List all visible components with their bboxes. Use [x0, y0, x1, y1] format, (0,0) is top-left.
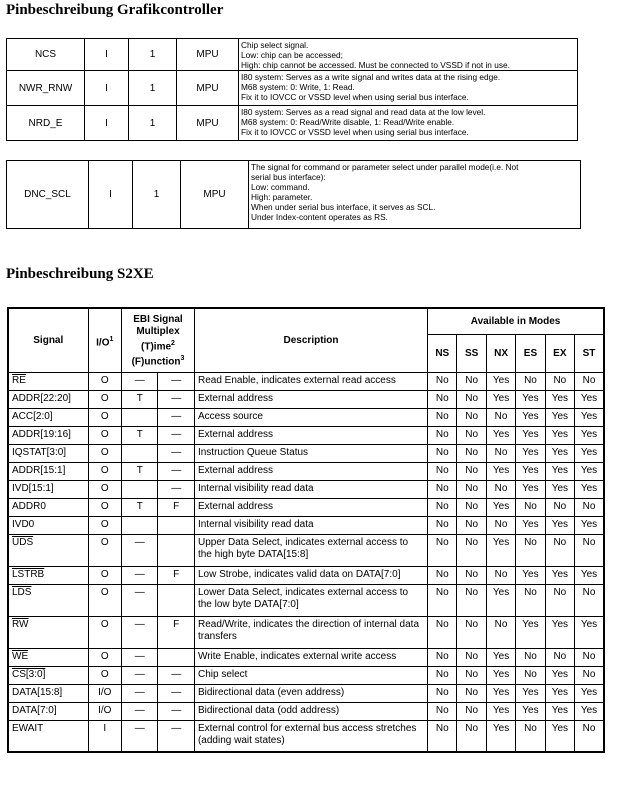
mode-ss-availability: No — [457, 720, 486, 752]
mode-st-availability: Yes — [575, 444, 604, 462]
mode-nx-availability: Yes — [486, 498, 515, 516]
signal-name: LSTRB — [8, 566, 88, 584]
io-direction: O — [88, 372, 121, 390]
mode-ss-availability: No — [457, 584, 486, 616]
signal-name: IVD0 — [8, 516, 88, 534]
mode-ns-availability: No — [428, 480, 457, 498]
signal-description: Access source — [194, 408, 427, 426]
mode-ss-availability: No — [457, 666, 486, 684]
mode-ex-availability: Yes — [545, 390, 574, 408]
mode-ns-availability: No — [428, 444, 457, 462]
mode-es-availability: Yes — [516, 390, 545, 408]
ebi-time: — — [122, 666, 158, 684]
ebi-function: — — [158, 684, 194, 702]
signal-name: $\overline{WE}$ — [8, 648, 88, 666]
table-row — [8, 516, 604, 534]
mode-es-availability: Yes — [516, 408, 545, 426]
mode-st-availability: Yes — [575, 684, 604, 702]
ebi-time: — — [122, 702, 158, 720]
mode-st-availability: No — [575, 584, 604, 616]
mode-ss-availability: No — [457, 516, 486, 534]
signal-name: $\overline{RE}$ — [8, 372, 88, 390]
mode-es-availability: Yes — [516, 702, 545, 720]
table-row — [8, 480, 604, 498]
mode-st-availability: No — [575, 534, 604, 566]
mode-nx-availability: Yes — [486, 534, 515, 566]
io-direction: O — [88, 516, 121, 534]
signal-description: Instruction Queue Status — [194, 444, 427, 462]
mode-ex-availability: Yes — [545, 516, 574, 534]
ebi-function: F — [158, 616, 194, 648]
mode-ns-availability: No — [428, 648, 457, 666]
signal-description: Internal visibility read data — [194, 516, 427, 534]
table-row — [8, 720, 604, 752]
signal-description: Chip select signal. Low: chip can be accessed; High: chip cannot be accessed. Must be connected to VSSD if not in use. — [239, 39, 578, 71]
mode-st-availability: No — [575, 720, 604, 752]
interface-type: MPU — [177, 39, 239, 71]
mode-st-availability: No — [575, 372, 604, 390]
mode-ns-availability: No — [428, 372, 457, 390]
ebi-time: T — [122, 462, 158, 480]
mode-nx-availability: No — [486, 444, 515, 462]
mode-ss-availability: No — [457, 480, 486, 498]
ebi-time: — — [122, 372, 158, 390]
signal-name: IVD[15:1] — [8, 480, 88, 498]
mode-nx-availability: No — [486, 516, 515, 534]
table-row — [8, 648, 604, 666]
mode-ex-availability: No — [545, 498, 574, 516]
signal-description: External address — [194, 426, 427, 444]
mode-nx-availability: No — [486, 616, 515, 648]
mode-ex-availability: No — [545, 584, 574, 616]
io-direction: O — [88, 616, 121, 648]
signal-name: $\overline{RW}$ — [8, 616, 88, 648]
mode-ex-availability: No — [545, 372, 574, 390]
table-row — [8, 702, 604, 720]
signal-name: NRD_E — [7, 106, 85, 141]
table-row — [8, 534, 604, 566]
mode-ns-availability: No — [428, 666, 457, 684]
mode-ns-availability: No — [428, 702, 457, 720]
ebi-function: — — [158, 462, 194, 480]
mode-ex-availability: Yes — [545, 408, 574, 426]
mode-nx-availability: Yes — [486, 666, 515, 684]
table-row — [8, 666, 604, 684]
mode-nx-availability: Yes — [486, 648, 515, 666]
table-row — [8, 498, 604, 516]
mode-ex-availability: Yes — [545, 720, 574, 752]
mode-ex-availability: Yes — [545, 702, 574, 720]
mode-ss-availability: No — [457, 372, 486, 390]
mode-ss-availability: No — [457, 408, 486, 426]
io-direction: I/O — [88, 702, 121, 720]
ebi-time: — — [122, 566, 158, 584]
table-row — [8, 390, 604, 408]
mode-ss-availability: No — [457, 702, 486, 720]
table-row — [8, 462, 604, 480]
header-io: $I/O^1$ — [88, 308, 121, 372]
mode-st-availability: Yes — [575, 462, 604, 480]
io-type: I — [89, 161, 133, 229]
table-row — [8, 684, 604, 702]
ebi-time — [122, 516, 158, 534]
mode-ss-availability: No — [457, 616, 486, 648]
table-row — [7, 161, 581, 229]
mode-es-availability: Yes — [516, 480, 545, 498]
signal-name: ACC[2:0] — [8, 408, 88, 426]
table-row — [8, 566, 604, 584]
header-signal: Signal — [8, 308, 88, 372]
signal-name: IQSTAT[3:0] — [8, 444, 88, 462]
signal-name: EWAIT — [8, 720, 88, 752]
signal-name: ADDR[15:1] — [8, 462, 88, 480]
mode-es-availability: No — [516, 584, 545, 616]
mode-es-availability: Yes — [516, 516, 545, 534]
signal-description: Low Strobe, indicates valid data on DATA[7:0] — [194, 566, 427, 584]
header-ebi: EBI Signal Multiplex (T)ime$^2$ (F)unction$^3$ — [122, 308, 195, 372]
io-direction: O — [88, 666, 121, 684]
ebi-function: — — [158, 444, 194, 462]
ebi-time: T — [122, 498, 158, 516]
mode-st-availability: Yes — [575, 390, 604, 408]
mode-st-availability: Yes — [575, 408, 604, 426]
mode-es-availability: Yes — [516, 616, 545, 648]
interface-type: MPU — [177, 71, 239, 106]
mode-nx-availability: Yes — [486, 702, 515, 720]
signal-name: NWR_RNW — [7, 71, 85, 106]
ebi-function: — — [158, 702, 194, 720]
signal-description: Bidirectional data (odd address) — [194, 702, 427, 720]
mode-st-availability: No — [575, 666, 604, 684]
signal-name: ADDR[22:20] — [8, 390, 88, 408]
mode-ex-availability: Yes — [545, 426, 574, 444]
signal-description: Internal visibility read data — [194, 480, 427, 498]
io-direction: O — [88, 498, 121, 516]
mode-ss-availability: No — [457, 534, 486, 566]
ebi-function: F — [158, 498, 194, 516]
mode-ex-availability: Yes — [545, 444, 574, 462]
table-row — [8, 616, 604, 648]
pin-count: 1 — [129, 106, 177, 141]
mode-ns-availability: No — [428, 584, 457, 616]
signal-description: Read Enable, indicates external read access — [194, 372, 427, 390]
header-mode-ns: NS — [428, 334, 457, 372]
s2xe-pin-table — [7, 307, 605, 753]
ebi-time: — — [122, 648, 158, 666]
mode-es-availability: Yes — [516, 462, 545, 480]
mode-ns-availability: No — [428, 616, 457, 648]
pin-count: 1 — [133, 161, 181, 229]
table-row — [8, 444, 604, 462]
signal-description: I80 system: Serves as a write signal and writes data at the rising edge. M68 system: 0: Write, 1: Read. Fix it to IOVCC or VSSD level when using serial bus interface. — [239, 71, 578, 106]
mode-es-availability: Yes — [516, 426, 545, 444]
table-row — [8, 408, 604, 426]
mode-ns-availability: No — [428, 516, 457, 534]
table-row — [8, 426, 604, 444]
grafik-dnc-table — [6, 160, 581, 229]
mode-nx-availability: Yes — [486, 720, 515, 752]
signal-description: Lower Data Select, indicates external access to the low byte DATA[7:0] — [194, 584, 427, 616]
mode-es-availability: No — [516, 534, 545, 566]
mode-ex-availability: Yes — [545, 684, 574, 702]
signal-description: Write Enable, indicates external write access — [194, 648, 427, 666]
io-direction: O — [88, 390, 121, 408]
ebi-time — [122, 444, 158, 462]
ebi-time: — — [122, 684, 158, 702]
mode-ex-availability: Yes — [545, 616, 574, 648]
mode-nx-availability: Yes — [486, 684, 515, 702]
ebi-function — [158, 584, 194, 616]
mode-ss-availability: No — [457, 426, 486, 444]
ebi-time — [122, 480, 158, 498]
ebi-function: — — [158, 372, 194, 390]
mode-st-availability: Yes — [575, 566, 604, 584]
mode-st-availability: Yes — [575, 426, 604, 444]
io-direction: O — [88, 648, 121, 666]
mode-es-availability: Yes — [516, 566, 545, 584]
header-mode-ex: EX — [545, 334, 574, 372]
mode-nx-availability: No — [486, 566, 515, 584]
ebi-time: — — [122, 616, 158, 648]
signal-description: External address — [194, 390, 427, 408]
table-row — [8, 584, 604, 616]
signal-name: $\overline{UDS}$ — [8, 534, 88, 566]
mode-ns-availability: No — [428, 390, 457, 408]
signal-name: CS[3:0] — [8, 666, 88, 684]
mode-nx-availability: Yes — [486, 426, 515, 444]
mode-nx-availability: Yes — [486, 584, 515, 616]
mode-ex-availability: No — [545, 648, 574, 666]
grafik-pin-table — [6, 38, 578, 141]
io-direction: O — [88, 566, 121, 584]
mode-es-availability: No — [516, 372, 545, 390]
header-mode-st: ST — [575, 334, 604, 372]
signal-name: DATA[15:8] — [8, 684, 88, 702]
mode-st-availability: Yes — [575, 480, 604, 498]
signal-name: ADDR[19:16] — [8, 426, 88, 444]
mode-ss-availability: No — [457, 498, 486, 516]
signal-name: DNC_SCL — [7, 161, 89, 229]
mode-st-availability: Yes — [575, 702, 604, 720]
signal-name: ADDR0 — [8, 498, 88, 516]
signal-description: I80 system: Serves as a read signal and read data at the low level. M68 system: 0: Read/Write disable, 1: Read/Write enable. Fix it to IOVCC or VSSD level when using serial bus interface. — [239, 106, 578, 141]
mode-ns-availability: No — [428, 408, 457, 426]
mode-st-availability: No — [575, 648, 604, 666]
io-direction: O — [88, 480, 121, 498]
header-mode-ss: SS — [457, 334, 486, 372]
mode-ex-availability: Yes — [545, 566, 574, 584]
signal-description: Chip select — [194, 666, 427, 684]
mode-ns-availability: No — [428, 684, 457, 702]
ebi-function: — — [158, 720, 194, 752]
mode-nx-availability: Yes — [486, 372, 515, 390]
ebi-function — [158, 534, 194, 566]
signal-description: Upper Data Select, indicates external access to the high byte DATA[15:8] — [194, 534, 427, 566]
io-type: I — [85, 71, 129, 106]
mode-nx-availability: No — [486, 480, 515, 498]
io-direction: O — [88, 426, 121, 444]
mode-ns-availability: No — [428, 426, 457, 444]
signal-description: External address — [194, 462, 427, 480]
mode-ex-availability: No — [545, 534, 574, 566]
ebi-time: — — [122, 584, 158, 616]
io-direction: O — [88, 534, 121, 566]
header-description: Description — [194, 308, 427, 372]
io-direction: I/O — [88, 684, 121, 702]
mode-es-availability: No — [516, 648, 545, 666]
mode-ns-availability: No — [428, 566, 457, 584]
interface-type: MPU — [177, 106, 239, 141]
ebi-function: — — [158, 480, 194, 498]
mode-nx-availability: Yes — [486, 462, 515, 480]
ebi-time: — — [122, 720, 158, 752]
header-modes: Available in Modes — [428, 308, 604, 334]
signal-name: DATA[7:0] — [8, 702, 88, 720]
mode-nx-availability: No — [486, 408, 515, 426]
ebi-function — [158, 516, 194, 534]
pin-count: 1 — [129, 71, 177, 106]
signal-name: $\overline{LDS}$ — [8, 584, 88, 616]
mode-ss-availability: No — [457, 462, 486, 480]
io-direction: I — [88, 720, 121, 752]
signal-description: Read/Write, indicates the direction of internal data transfers — [194, 616, 427, 648]
signal-description: The signal for command or parameter select under parallel mode(i.e. Not serial bus interface): Low: command. High: parameter. When under serial bus interface, it serves as SCL. Under Index-content operates as RS. — [249, 161, 581, 229]
ebi-time: T — [122, 390, 158, 408]
mode-es-availability: No — [516, 498, 545, 516]
mode-ns-availability: No — [428, 462, 457, 480]
io-direction: O — [88, 584, 121, 616]
signal-description: External control for external bus access stretches (adding wait states) — [194, 720, 427, 752]
header-mode-nx: NX — [486, 334, 515, 372]
ebi-function: F — [158, 566, 194, 584]
heading-grafikcontroller: Pinbeschreibung Grafikcontroller — [6, 2, 224, 18]
mode-st-availability: Yes — [575, 516, 604, 534]
mode-es-availability: No — [516, 666, 545, 684]
mode-ss-availability: No — [457, 390, 486, 408]
mode-st-availability: Yes — [575, 616, 604, 648]
mode-ss-availability: No — [457, 444, 486, 462]
table-row — [7, 106, 578, 141]
io-direction: O — [88, 444, 121, 462]
ebi-function: — — [158, 426, 194, 444]
io-direction: O — [88, 462, 121, 480]
mode-ns-availability: No — [428, 720, 457, 752]
table-row — [7, 39, 578, 71]
ebi-function: — — [158, 666, 194, 684]
ebi-time — [122, 408, 158, 426]
ebi-time: T — [122, 426, 158, 444]
interface-type: MPU — [181, 161, 249, 229]
header-mode-es: ES — [516, 334, 545, 372]
mode-ex-availability: Yes — [545, 462, 574, 480]
mode-es-availability: Yes — [516, 444, 545, 462]
signal-description: Bidirectional data (even address) — [194, 684, 427, 702]
io-type: I — [85, 39, 129, 71]
mode-ns-availability: No — [428, 498, 457, 516]
mode-ex-availability: Yes — [545, 666, 574, 684]
mode-ns-availability: No — [428, 534, 457, 566]
signal-description: External address — [194, 498, 427, 516]
mode-ss-availability: No — [457, 566, 486, 584]
io-type: I — [85, 106, 129, 141]
ebi-time: — — [122, 534, 158, 566]
mode-st-availability: No — [575, 498, 604, 516]
ebi-function: — — [158, 408, 194, 426]
table-row — [8, 372, 604, 390]
pin-count: 1 — [129, 39, 177, 71]
signal-name: NCS — [7, 39, 85, 71]
io-direction: O — [88, 408, 121, 426]
table-row — [7, 71, 578, 106]
ebi-function — [158, 648, 194, 666]
mode-nx-availability: Yes — [486, 390, 515, 408]
mode-ss-availability: No — [457, 648, 486, 666]
mode-ex-availability: Yes — [545, 480, 574, 498]
ebi-function: — — [158, 390, 194, 408]
mode-es-availability: Yes — [516, 684, 545, 702]
mode-es-availability: No — [516, 720, 545, 752]
heading-s2xe: Pinbeschreibung S2XE — [6, 266, 154, 282]
mode-ss-availability: No — [457, 684, 486, 702]
